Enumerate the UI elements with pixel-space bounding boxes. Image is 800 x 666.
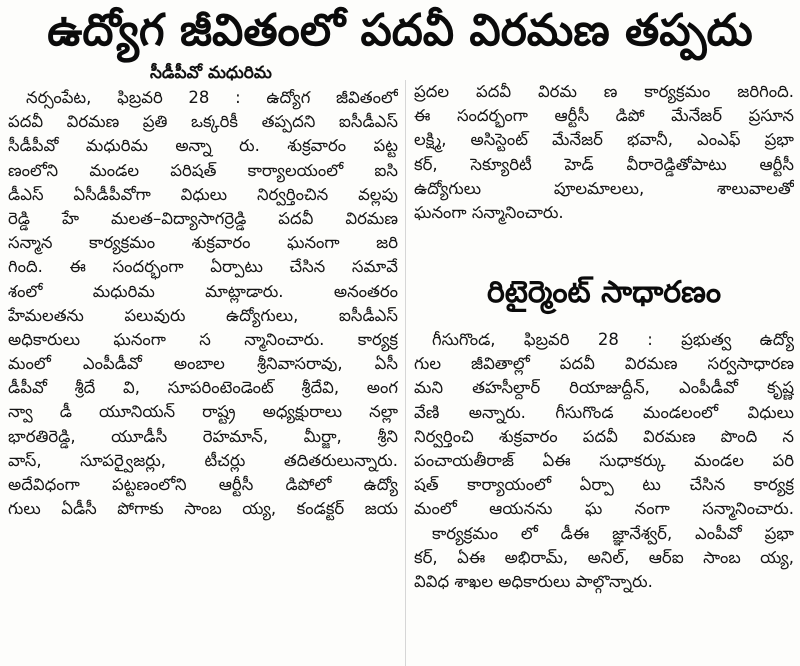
- headline: ఉద్యోగ జీవితంలో పదవీ విరమణ తప్పదు: [47, 5, 753, 56]
- subheadline: రిటైర్మెంట్ సాధారణం: [486, 275, 722, 310]
- text-line: ఘనంగా సన్మానించారు.: [414, 202, 564, 222]
- text-line: గుల జీవితాల్లో పదవీ విరమణ సర్వసాధారణ: [414, 354, 794, 374]
- text-line: కర్, సెక్యూరిటీ హెడ్ వీరారెడ్డితోపాటు ఆర్టీసీ: [414, 154, 794, 174]
- text-line: ణంలోని మండల పరిషత్ కార్యాలయంలో ఐసి: [8, 160, 398, 180]
- text-line: ఈ సందర్భంగా ఆర్టీసీ డిపో మేనేజర్ ప్రసూన: [414, 106, 794, 126]
- text-line: వాస్, సూపర్వైజర్లు, టీచర్లు తదితరులున్నారు.: [8, 450, 398, 470]
- text-line: ఉద్యోగులు పూలమాలలు, శాలువాలతో: [414, 178, 794, 198]
- text-line: సన్మాన కార్యక్రమం శుక్రవారం ఘనంగా జరి: [8, 233, 398, 253]
- text-line: నర్సంపేట, ఫిబ్రవరి 28 : ఉద్యోగ జీవితంలో: [26, 88, 398, 107]
- text-line: షత్ కార్యాయంలో ఏర్పా టు చేసిన కార్యక్ర: [414, 475, 794, 495]
- text-line: హేమలతను పలువురు ఉద్యోగులు, ఐసీడీఎస్: [8, 305, 398, 325]
- text-line: న్వా డీ యూనియన్ రాష్ట్ర అధ్యక్షురాలు నల్లా: [8, 402, 398, 422]
- text-line: శంలో మధురిమ మాట్లాడారు. అనంతరం: [8, 281, 398, 301]
- text-line: అదేవిధంగా పట్టణంలోని ఆర్టీసీ డిపోలో ఉద్యో: [8, 475, 398, 494]
- text-line: గీసుగొండ, ఫిబ్రవరి 28 : ప్రభుత్వ ఉద్యో: [432, 330, 794, 349]
- article-right-column-top: [414, 80, 794, 225]
- text-line: సీడీపీవో మధురిమ అన్నా రు. శుక్రవారం పట్ట: [8, 136, 398, 156]
- text-line: భారతిరెడ్డి, యూడీసీ రెహమాన్, మీర్జా, శ్రీని: [8, 426, 398, 446]
- text-line: మని తహసీల్దార్ రియాజుద్దీన్, ఎంపీడీవో కృష్ణ: [414, 378, 794, 398]
- text-line: కార్యక్రమం లో డీఈ జ్ఞానేశ్వర్, ఎంపీవో ప్రభా: [432, 523, 794, 543]
- byline: సీడీపీవో మధురిమ: [150, 63, 272, 83]
- text-line: కర్, ఏఈ అభిరామ్, అనిల్, ఆర్ఐ సాంబ య్య,: [414, 547, 794, 567]
- text-line: నిర్వర్తించి శుక్రవారం పదవీ విరమణ పొంది న: [414, 426, 794, 446]
- text-line: గులు ఏడీసీ పోగాకు సాంబ య్య, కండక్టర్ జయ: [8, 499, 398, 519]
- article-left-column: [8, 86, 398, 521]
- text-line: రెడ్డి హే మలత–విద్యాసాగర్రెడ్డి పదవీ విరమణ: [8, 208, 398, 228]
- text-line: అధికారులు ఘనంగా స న్మానించారు. కార్యక్ర: [8, 329, 398, 349]
- column-divider: [405, 80, 406, 666]
- text-line: డీఎస్ ఏసీడీపీవోగా విధులు నిర్వర్తించిన వల్లపు: [8, 184, 398, 204]
- text-line: డీపీవో శ్రీదే వి, సూపరింటెండెంట్ శ్రీదేవి, అంగ: [8, 378, 398, 398]
- text-line: వేణి అన్నారు. గీసుగొండ మండలంలో విధులు: [414, 402, 794, 422]
- article-right-column-bottom: [414, 328, 794, 594]
- text-line: మంలో ఆయనను ఘ నంగా సన్మానించారు.: [414, 499, 794, 519]
- text-line: పంచాయతీరాజ్ ఏఈ సుధాకర్కు మండల పరి: [414, 450, 794, 470]
- text-line: పదవీ విరమణ ప్రతి ఒక్కరికీ తప్పదని ఐసీడీఎస్: [8, 112, 398, 132]
- text-line: గింది. ఈ సందర్భంగా ఏర్పాటు చేసిన సమావే: [8, 257, 398, 277]
- text-line: లక్ష్మి, అసిస్టెంట్ మేనేజర్ భవానీ, ఎంఎఫ్ ప్రభా: [414, 130, 794, 150]
- text-line: మంలో ఎంపీడీవో అంబాల శ్రీనివాసరావు, ఏసీ: [8, 354, 398, 374]
- text-line: వివిధ శాఖల అధికారులు పాల్గొన్నారు.: [414, 571, 653, 591]
- text-line: ప్రదల పదవీ విరమ ణ కార్యక్రమం జరిగింది.: [414, 82, 794, 101]
